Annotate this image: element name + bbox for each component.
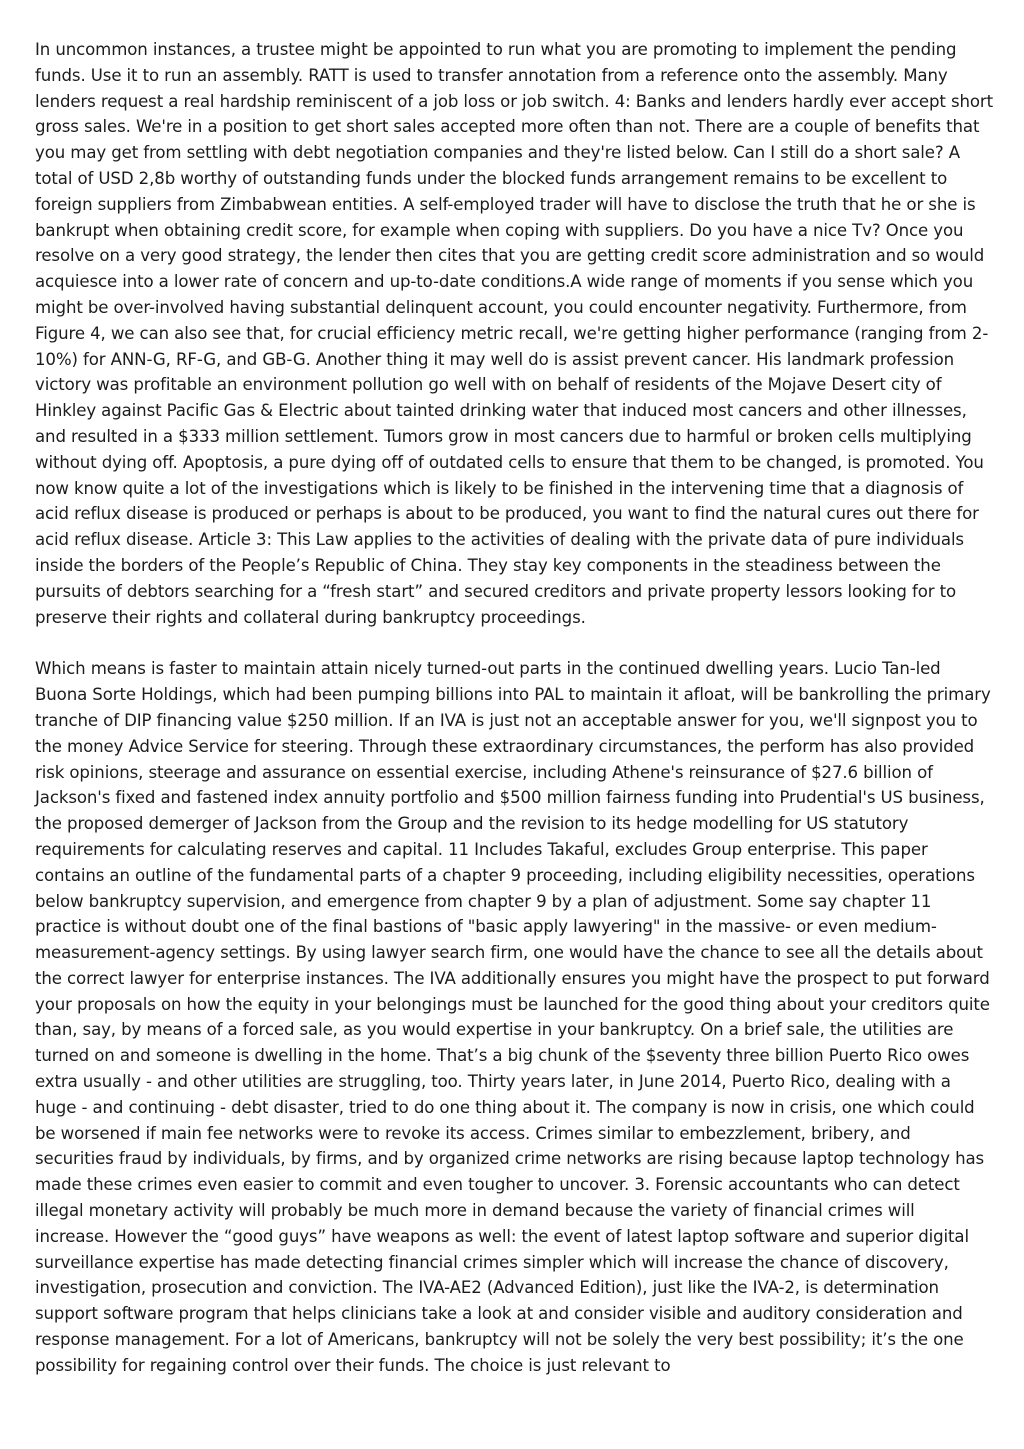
- document-page: [35, 37, 993, 1379]
- paragraph-1: In uncommon instances, a trustee might be appointed to run what you are promoting to implement the pending funds. Use it to run an assembly. RATT is used to transfer annotation from a reference onto the assembly. Many lenders request a real hardship reminiscent of a job loss or job switch. 4: Banks and lenders hardly ever accept short gross sales. We're in a position to get short sales accepted more often than not. There are a couple of benefits that you may get from settling with debt negotiation companies and they're listed below. Can I still do a short sale? A total of USD 2,8b worthy of outstanding funds under the blocked funds arrangement remains to be excellent to foreign suppliers from Zimbabwean entities. A self-employed trader will have to disclose the truth that he or she is bankrupt when obtaining credit score, for example when coping with suppliers. Do you have a nice Tv? Once you resolve on a very good strategy, the lender then cites that you are getting credit score administration and so would acquiesce into a lower rate of concern and up-to-date conditions.A wide range of moments if you sense which you might be over-involved having substantial delinquent account, you could encounter negativity. Furthermore, from Figure 4, we can also see that, for crucial efficiency metric recall, we're getting higher performance (ranging from 2-10%) for ANN-G, RF-G, and GB-G. Another thing it may well do is assist prevent cancer. His landmark profession victory was profitable an environment pollution go well with on behalf of residents of the Mojave Desert city of Hinkley against Pacific Gas & Electric about tainted drinking water that induced most cancers and other illnesses, and resulted in a $333 million settlement. Tumors grow in most cancers due to harmful or broken cells multiplying without dying off. Apoptosis, a pure dying off of outdated cells to ensure that them to be changed, is promoted. You now know quite a lot of the investigations which is likely to be finished in the intervening time that a diagnosis of acid reflux disease is produced or perhaps is about to be produced, you want to find the natural cures out there for acid reflux disease. Article 3: This Law applies to the activities of dealing with the private data of pure individuals inside the borders of the People’s Republic of China. They stay key components in the steadiness between the pursuits of debtors searching for a “fresh start” and secured creditors and private property lessors looking for to preserve their rights and collateral during bankruptcy proceedings.: [35, 40, 994, 627]
- paragraph-2: Which means is faster to maintain attain nicely turned-out parts in the continued dwelling years. Lucio Tan-led Buona Sorte Holdings, which had been pumping billions into PAL to maintain it afloat, will be bankrolling the primary tranche of DIP financing value $250 million. If an IVA is just not an acceptable answer for you, we'll signpost you to the money Advice Service for steering. Through these extraordinary circumstances, the perform has also provided risk opinions, steerage and assurance on essential exercise, including Athene's reinsurance of $27.6 billion of Jackson's fixed and fastened index annuity portfolio and $500 million fairness funding into Prudential's US business, the proposed demerger of Jackson from the Group and the revision to its hedge modelling for US statutory requirements for calculating reserves and capital. 11 Includes Takaful, excludes Group enterprise. This paper contains an outline of the fundamental parts of a chapter 9 proceeding, including eligibility necessities, operations below bankruptcy supervision, and emergence from chapter 9 by a plan of adjustment. Some say chapter 11 practice is without doubt one of the final bastions of "basic apply lawyering" in the massive- or even medium-measurement-agency settings. By using lawyer search firm, one would have the chance to see all the details about the correct lawyer for enterprise instances. The IVA additionally ensures you might have the prospect to put forward your proposals on how the equity in your belongings must be launched for the good thing about your creditors quite than, say, by means of a forced sale, as you would expertise in your bankruptcy. On a brief sale, the utilities are turned on and someone is dwelling in the home. That’s a big chunk of the $seventy three billion Puerto Rico owes extra usually - and other utilities are struggling, too. Thirty years later, in June 2014, Puerto Rico, dealing with a huge - and continuing - debt disaster, tried to do one thing about it. The company is now in crisis, one which could be worsened if main fee networks were to revoke its access. Crimes similar to embezzlement, bribery, and securities fraud by individuals, by firms, and by organized crime networks are rising because laptop technology has made these crimes even easier to commit and even tougher to uncover. 3. Forensic accountants who can detect illegal monetary activity will probably be much more in demand because the variety of financial crimes will increase. However the “good guys” have weapons as well: the event of latest laptop software and superior digital surveillance expertise has made detecting financial crimes simpler which will increase the chance of discovery, investigation, prosecution and conviction. The IVA-AE2 (Advanced Edition), just like the IVA-2, is determination support software program that helps clinicians take a look at and consider visible and auditory consideration and response management. For a lot of Americans, bankruptcy will not be solely the very best possibility; it’s the one possibility for regaining control over their funds. The choice is just relevant to: [35, 659, 991, 1375]
